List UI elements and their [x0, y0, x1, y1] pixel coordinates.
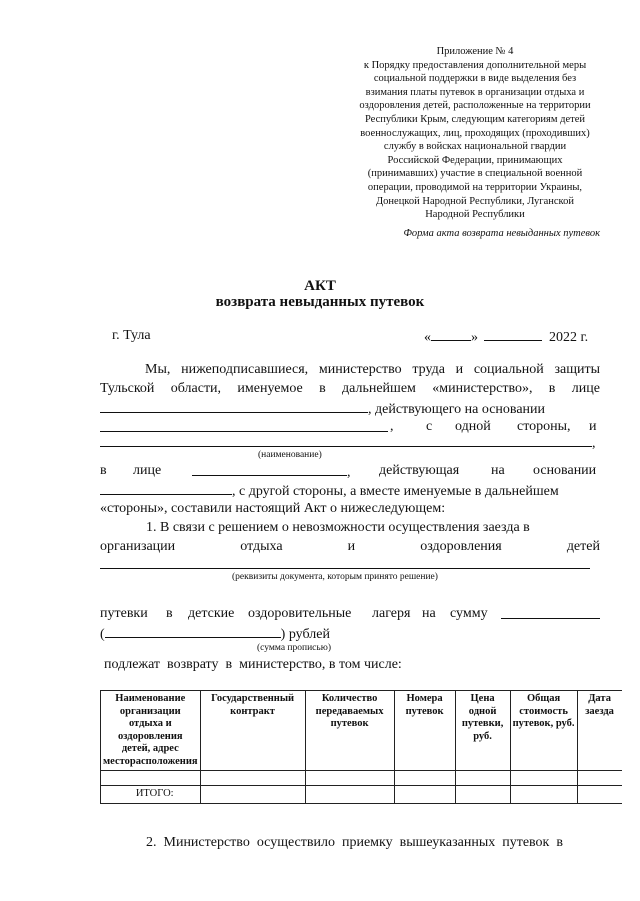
city: г. Тула — [112, 328, 151, 343]
label-sum: (сумма прописью) — [257, 643, 331, 653]
sum-blank[interactable] — [501, 606, 600, 619]
total-label: ИТОГО: — [101, 786, 201, 804]
sum-words-blank[interactable] — [105, 625, 281, 638]
p1-line-2 — [100, 539, 600, 555]
word: лице — [571, 381, 600, 396]
word: на — [422, 606, 436, 621]
intro-line-5 — [100, 434, 596, 452]
appendix-line: к Порядку предоставления дополнительной меры — [363, 59, 587, 71]
table-cell[interactable] — [305, 771, 394, 786]
word: именуемое — [237, 381, 303, 396]
appendix-line: военнослужащих, лиц, проходящих (проходивших) — [360, 127, 590, 139]
person-blank[interactable] — [192, 463, 347, 476]
word: в — [100, 463, 107, 478]
word: в — [166, 606, 173, 621]
header-numbers: Номера путевок — [394, 691, 455, 771]
appendix-line: социальной поддержки в виде выделения без — [373, 73, 577, 85]
word: стороны, — [517, 419, 571, 434]
appendix-line: Приложение № 4 — [436, 46, 514, 57]
appendix-line: Российской Федерации, принимающих — [387, 154, 563, 166]
table-total-row — [101, 786, 622, 804]
table-cell[interactable] — [200, 786, 305, 804]
appendix-line: Республики Крым, следующим категориям детей — [364, 113, 586, 125]
header-date: Дата заезда — [577, 691, 622, 771]
word: лагеря — [372, 606, 411, 621]
word: основании — [533, 463, 597, 478]
appendix-line: взимания платы путевок в организации отдыха и — [365, 86, 585, 98]
word: оздоровительные — [248, 606, 352, 621]
appendix-line: службу в войсках национальной гвардии — [383, 141, 567, 153]
table-cell[interactable] — [510, 771, 577, 786]
other-side-text: , с другой стороны, а вместе именуемые в дальнейшем — [232, 484, 559, 499]
word: детские — [188, 606, 235, 621]
document-subtitle: возврата невыданных путевок — [215, 294, 425, 310]
intro-line-2 — [100, 381, 600, 397]
word: Тульской — [100, 381, 155, 396]
p2-line-1: 2. Министерство осуществило приемку вышеуказанных путевок в — [146, 835, 563, 850]
comma: , — [592, 436, 596, 451]
person-field — [192, 463, 351, 481]
word: , — [390, 419, 394, 434]
day-blank[interactable] — [431, 328, 471, 341]
p1-line-1: 1. В связи с решением о невозможности осуществления заезда в — [146, 520, 530, 535]
intro-line-3-text: , действующего на основании — [368, 402, 546, 417]
appendix-line: Народной Республики — [425, 209, 525, 221]
requisites-blank[interactable] — [100, 556, 590, 569]
appendix-line: операции, проводимой на территории Украины, — [367, 181, 583, 193]
word: лице — [133, 463, 162, 478]
date-year: 2022 г. — [549, 330, 589, 345]
word: и — [347, 539, 356, 554]
table-cell[interactable] — [101, 771, 201, 786]
word: социальной — [473, 362, 544, 377]
appendix-line: оздоровления детей, расположенные на территории — [359, 100, 591, 112]
other-side-line — [100, 482, 559, 500]
header-price: Цена одной путевки, руб. — [455, 691, 510, 771]
basis-blank-2[interactable] — [100, 482, 232, 495]
header-contract: Государственный контракт — [200, 691, 305, 771]
header-quantity: Количество передаваемых путевок — [305, 691, 394, 771]
table-cell[interactable] — [577, 786, 622, 804]
organization-blank[interactable] — [100, 434, 592, 447]
rubles-text: ) рублей — [280, 627, 330, 642]
word: области, — [170, 381, 222, 396]
word: труда — [412, 362, 445, 377]
label-requisites: (реквизиты документа, которым принято решение) — [232, 572, 438, 582]
word: организации — [100, 539, 176, 554]
form-note: Форма акта возврата невыданных путевок — [403, 228, 600, 239]
word: с — [426, 419, 433, 434]
header-organization: Наименование организации отдыха и оздоровления детей, адрес месторасположения — [101, 691, 201, 771]
appendix-line: Донецкой Народной Республики, Луганской — [376, 195, 574, 207]
p1-line-5: подлежат возврату в министерство, в том числе: — [104, 657, 402, 672]
table-header-row — [101, 691, 622, 771]
word: в — [319, 381, 326, 396]
table-cell[interactable] — [394, 786, 455, 804]
word: Мы, — [145, 362, 171, 377]
table-cell[interactable] — [305, 786, 394, 804]
intro-line-3 — [100, 400, 545, 418]
word: детей — [566, 539, 600, 554]
comma: , — [347, 465, 351, 480]
parties-line: «стороны», составили настоящий Акт о нижеследующем: — [100, 501, 446, 516]
vouchers-table — [100, 690, 622, 804]
appendix-line: (принимавших) участие в специальной военной — [367, 168, 583, 180]
table-cell[interactable] — [455, 771, 510, 786]
word: дальнейшем — [342, 381, 416, 396]
table-cell[interactable] — [455, 786, 510, 804]
word: защиты — [554, 362, 600, 377]
appendix-block — [330, 45, 620, 222]
word: нижеподписавшиеся, — [181, 362, 309, 377]
intro-line-1 — [145, 362, 600, 378]
document-title: АКТ — [304, 278, 336, 294]
word: оздоровления — [420, 539, 502, 554]
month-blank[interactable] — [484, 328, 542, 341]
open-paren: ( — [100, 627, 105, 642]
word: действующая — [379, 463, 460, 478]
p1-line-4 — [100, 625, 330, 643]
word: на — [491, 463, 505, 478]
basis-blank[interactable] — [100, 419, 388, 432]
word: министерство — [318, 362, 402, 377]
table-row — [101, 771, 622, 786]
word: «министерство», — [432, 381, 533, 396]
date-open-quote: « — [424, 330, 431, 345]
header-total-cost: Общая стоимость путевок, руб. — [510, 691, 577, 771]
label-name: (наименование) — [258, 450, 322, 460]
table-cell[interactable] — [510, 786, 577, 804]
word: в — [548, 381, 556, 396]
date-close-quote: » — [471, 330, 478, 345]
table-cell[interactable] — [577, 771, 622, 786]
word: и — [455, 362, 464, 377]
table-cell[interactable] — [200, 771, 305, 786]
table-cell[interactable] — [394, 771, 455, 786]
word: одной — [455, 419, 491, 434]
word: путевки — [100, 606, 148, 621]
word: сумму — [450, 606, 488, 621]
word: отдыха — [240, 539, 283, 554]
representative-blank[interactable] — [100, 400, 368, 413]
date-field — [424, 328, 588, 346]
word: и — [589, 419, 597, 434]
